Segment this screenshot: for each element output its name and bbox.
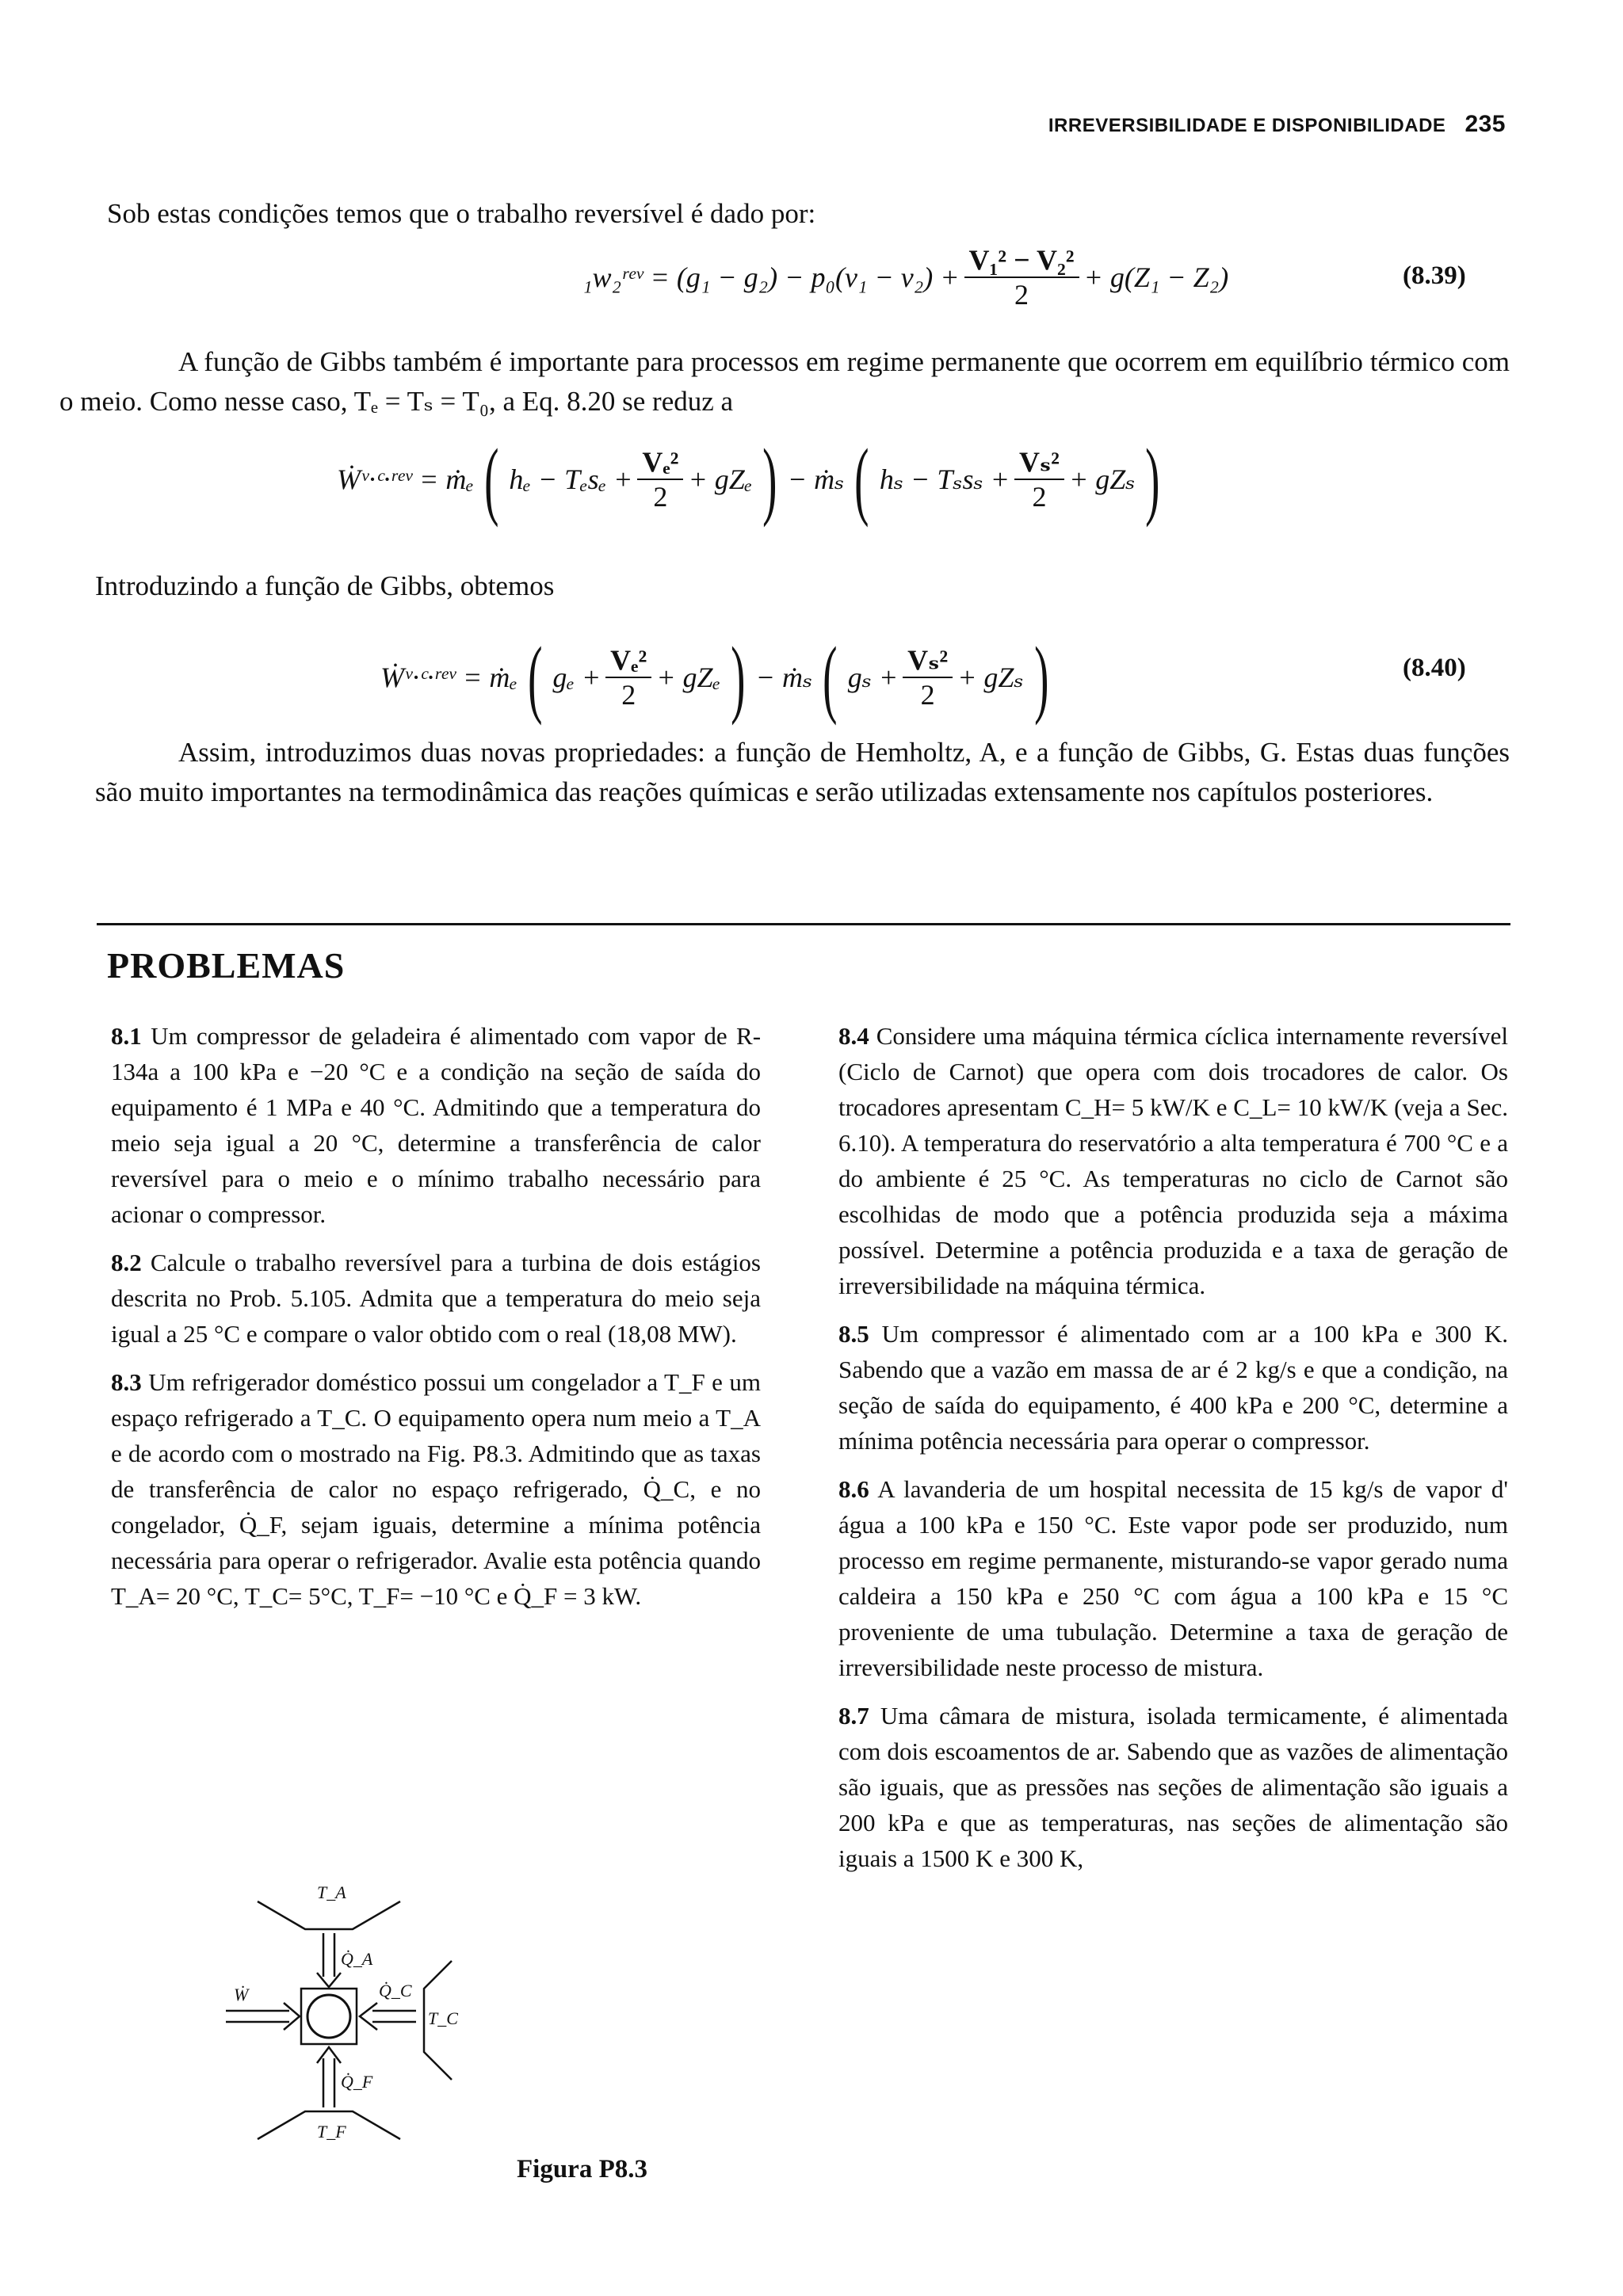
eq-red-mid: − ṁₛ [787, 463, 845, 495]
label-w: Ẇ [234, 1985, 249, 2004]
problem-item [111, 1364, 761, 1614]
running-header [919, 111, 1506, 138]
problem-item [838, 1316, 1508, 1459]
label-tf: T_F [317, 2122, 346, 2142]
running-title: IRREVERSIBILIDADE E DISPONIBILIDADE [1048, 115, 1446, 136]
eq-red-t1-pre: hₑ − Tₑsₑ + [509, 463, 633, 495]
closing-paragraph: Assim, introduzimos duas novas propriedades: a função de Hemholtz, A, e a função de Gibbs, G. Estas duas funções são muito importantes na termodinâmica das reações químicas e serão utilizadas extensamente nos capítulos posteriores. [95, 737, 1510, 807]
problem-number: 8.4 [838, 1022, 869, 1050]
eq-red-frac2 [1014, 445, 1064, 513]
close-paren: ) [1033, 629, 1049, 726]
equation-reduced [337, 424, 1170, 535]
eq-red-frac1-num: Vₑ² [637, 445, 683, 480]
section-title: PROBLEMAS [107, 945, 346, 986]
eq-840-frac2 [903, 643, 953, 711]
problem-item [111, 1245, 761, 1352]
problem-text: Um compressor é alimentado com ar a 100 kPa e 300 K. Sabendo que a vazão em massa de ar é 2 kg/s e que a condição, na seção de saída do equipamento, é 400 kPa e 200 °C, determine a mínima potência necessária para operar o compressor. [838, 1320, 1509, 1455]
eq-840-mid: − ṁₛ [755, 662, 813, 693]
problem-item [838, 1471, 1508, 1685]
problem-number: 8.2 [111, 1249, 142, 1276]
gibbs-paragraph: A função de Gibbs também é importante para processos em regime permanente que ocorrem em equilíbrio térmico com o meio. Como nesse caso, Tₑ = Tₛ = T₀, a Eq. 8.20 se reduz a [59, 346, 1510, 417]
eq-840-lhs: Ẇᵛ·ᶜ·ʳᵉᵛ = ṁₑ [380, 662, 517, 693]
page-number: 235 [1465, 111, 1506, 137]
right-heat-arrow [360, 2003, 416, 2030]
open-paren: ( [854, 431, 869, 528]
top-heat-arrow [317, 1933, 341, 1987]
equation-8-40 [380, 622, 1059, 733]
problems-right-column [838, 1018, 1508, 1889]
eq-number-8-40: (8.40) [1403, 654, 1466, 682]
eq-840-frac2-num: Vₛ² [903, 643, 953, 678]
eq-840-t1-pre: gₑ + [552, 662, 601, 693]
problem-number: 8.7 [838, 1702, 869, 1730]
problem-text: Uma câmara de mistura, isolada termicamente, é alimentada com dois escoamentos de ar. Sabendo que as vazões de alimentação são iguais, que as pressões nas seções de alimentação são iguais a 200 kPa e que as temperaturas, nas seções de alimentação são iguais a 1500 K e 300 K, [838, 1702, 1509, 1872]
eq-red-t2-pre: hₛ − Tₛsₛ + [879, 463, 1010, 495]
cycle-circle [307, 1995, 350, 2038]
problem-text: Um compressor de geladeira é alimentado com vapor de R-134a a 100 kPa e −20 °C e a condição na seção de saída do equipamento é 1 MPa e 40 °C. Admitindo que a temperatura do meio seja igual a 20 °C, determine a transferência de calor reversível para o meio e o mínimo trabalho necessário para acionar o compressor. [111, 1022, 762, 1228]
eq-840-frac2-den: 2 [920, 679, 935, 711]
open-paren: ( [823, 629, 838, 726]
eq-red-frac2-num: Vₛ² [1014, 445, 1064, 480]
top-reservoir-lines [258, 1901, 400, 1929]
problem-number: 8.1 [111, 1022, 142, 1050]
work-arrow [226, 2003, 300, 2030]
problem-item [838, 1698, 1508, 1876]
eq-840-frac1-den: 2 [621, 679, 636, 711]
bottom-heat-arrow [317, 2047, 341, 2107]
figure-p8-3-diagram [190, 1886, 491, 2155]
eq-840-frac1 [605, 643, 651, 711]
label-ta: T_A [317, 1886, 346, 1902]
eq-red-frac2-den: 2 [1032, 481, 1047, 513]
problem-text: A lavanderia de um hospital necessita de 15 kg/s de vapor d' água a 100 kPa e 150 °C. Este vapor pode ser produzido, num processo em regime permanente, misturando-se vapor gerado numa caldeira a 150 kPa e 250 °C com água a 100 kPa e 15 °C proveniente de uma tubulação. Determine a taxa de geração de irreversibilidade neste processo de mistura. [838, 1475, 1508, 1681]
eq-red-t2-post: + gZₛ [1068, 463, 1136, 495]
eq-840-t1-post: + gZₑ [656, 662, 721, 693]
intro-gibbs-line: Introduzindo a função de Gibbs, obtemos [95, 570, 555, 601]
section-divider [97, 923, 1510, 925]
problem-number: 8.6 [838, 1475, 869, 1503]
problem-text: Calcule o trabalho reversível para a turbina de dois estágios descrita no Prob. 5.105. Admita que a temperatura do meio seja igual a 25 °C e compare o valor obtido com o real (18,08 MW). [111, 1249, 761, 1348]
eq-red-lhs: Ẇᵛ·ᶜ·ʳᵉᵛ = ṁₑ [337, 463, 474, 495]
problem-item [111, 1018, 761, 1232]
problem-text: Considere uma máquina térmica cíclica internamente reversível (Ciclo de Carnot) que opera com dois trocadores de calor. Os trocadores apresentam C_H= 5 kW/K e C_L= 10 kW/K (veja a Sec. 6.10). A temperatura do reservatório a alta temperatura é 700 °C e a do ambiente é 25 °C. As temperaturas no ciclo de Carnot são escolhidas de modo que a potência produzida seja a máxima possível. Determine a potência produzida e a taxa de geração de irreversibilidade na máquina térmica. [838, 1022, 1509, 1299]
problem-number: 8.5 [838, 1320, 869, 1348]
eq-839-frac-num: V₁² − V₂² [964, 243, 1079, 278]
eq-red-frac1-den: 2 [653, 481, 668, 513]
problems-left-column [111, 1018, 761, 1627]
label-tc: T_C [428, 2008, 458, 2028]
open-paren: ( [527, 629, 543, 726]
close-paren: ) [762, 431, 777, 528]
eq-red-frac1 [637, 445, 683, 513]
eq-839-lhs: ₁w₂ʳᵉᵛ = (g₁ − g₂) − p₀(v₁ − v₂) + [582, 261, 960, 293]
refrigerator-box [301, 1989, 357, 2044]
figure-caption: Figura P8.3 [517, 2155, 647, 2183]
open-paren: ( [483, 431, 499, 528]
eq-839-frac-den: 2 [1014, 279, 1029, 311]
problem-number: 8.3 [111, 1368, 142, 1396]
problem-text: Um refrigerador doméstico possui um congelador a T_F e um espaço refrigerado a T_C. O equipamento opera num meio a T_A e de acordo com o mostrado na Fig. P8.3. Admitindo que as taxas de transferência de calor no espaço refrigerado, Q̇_C, e no congelador, Q̇_F, sejam iguais, determine a mínima potência necessária para operar o refrigerador. Avalie esta potência quando T_A= 20 °C, T_C= 5°C, T_F= −10 °C e Q̇_F = 3 kW. [111, 1368, 761, 1610]
problem-item [838, 1018, 1508, 1303]
eq-840-t2-pre: gₛ + [847, 662, 899, 693]
close-paren: ) [731, 629, 746, 726]
eq-840-frac1-num: Vₑ² [605, 643, 651, 678]
eq-number-8-39: (8.39) [1403, 261, 1466, 290]
label-qc: Q̇_C [379, 1981, 412, 2000]
close-paren: ) [1145, 431, 1160, 528]
label-qa: Q̇_A [341, 1949, 373, 1969]
intro-line: Sob estas condições temos que o trabalho reversível é dado por: [107, 198, 816, 229]
eq-839-fraction [964, 243, 1079, 311]
label-qf: Q̇_F [341, 2072, 373, 2092]
eq-839-tail: + g(Z₁ − Z₂) [1083, 261, 1229, 293]
eq-840-t2-post: + gZₛ [957, 662, 1024, 693]
equation-8-39 [582, 238, 1228, 317]
eq-red-t1-post: + gZₑ [688, 463, 753, 495]
